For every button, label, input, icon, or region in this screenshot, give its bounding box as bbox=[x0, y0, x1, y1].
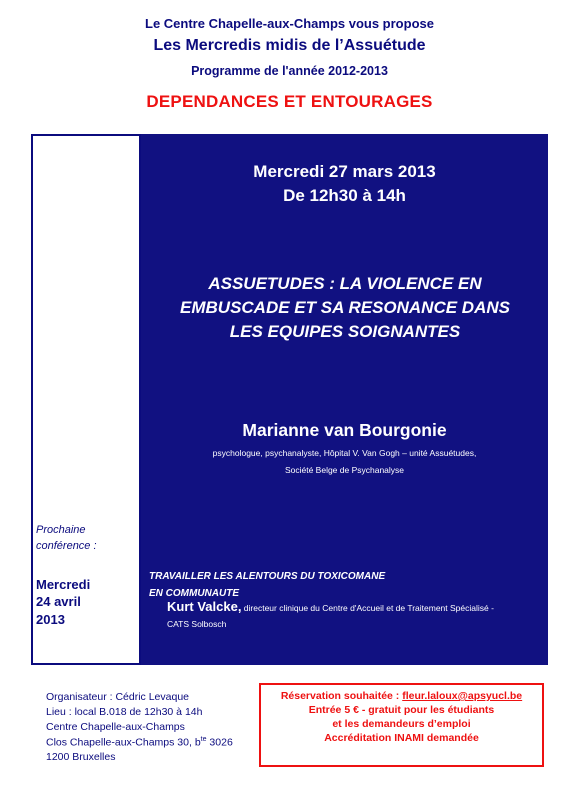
next-conference-year: 2013 bbox=[36, 612, 65, 627]
next-speaker-name: Kurt Valcke, bbox=[167, 599, 242, 614]
header-theme: DEPENDANCES ET ENTOURAGES bbox=[146, 92, 433, 111]
next-speaker bbox=[167, 601, 537, 614]
inami-accreditation: Accréditation INAMI demandée bbox=[324, 732, 479, 744]
entry-fee: Entrée 5 € - gratuit pour les étudiants bbox=[308, 704, 495, 716]
event-title-line: ASSUETUDES : LA VIOLENCE EN bbox=[208, 274, 482, 293]
speaker-role: psychologue, psychanalyste, Hôpital V. Van Gogh – unité Assuétudes, bbox=[212, 448, 477, 458]
event-title bbox=[150, 272, 540, 344]
organizer-name: Organisateur : Cédric Levaque bbox=[46, 691, 189, 703]
event-time: De 12h30 à 14h bbox=[283, 186, 406, 205]
next-conference-title: TRAVAILLER LES ALENTOURS DU TOXICOMANE bbox=[149, 571, 386, 582]
event-date: Mercredi 27 mars 2013 bbox=[253, 162, 436, 181]
next-conference-date: 24 avril bbox=[36, 594, 81, 609]
next-speaker-role: directeur clinique du Centre d'Accueil et de Traitement Spécialisé - bbox=[241, 603, 494, 613]
venue-city: 1200 Bruxelles bbox=[46, 751, 116, 763]
entry-fee-cont: et les demandeurs d’emploi bbox=[332, 718, 471, 730]
reservation-label: Réservation souhaitée : bbox=[280, 690, 403, 702]
next-conference-label: Prochaine bbox=[36, 524, 86, 536]
address-sup: te bbox=[200, 736, 207, 743]
header-series-title: Les Mercredis midis de l’Assuétude bbox=[153, 37, 426, 54]
reservation-email-link[interactable]: fleur.laloux@apsyucl.be bbox=[402, 690, 523, 702]
header-program-year: Programme de l'année 2012-2013 bbox=[191, 64, 388, 78]
main-event-panel bbox=[141, 134, 548, 665]
next-speaker-org: CATS Solbosch bbox=[167, 619, 227, 629]
next-conference-title-cont: EN COMMUNAUTE bbox=[149, 588, 239, 599]
event-title-line: LES EQUIPES SOIGNANTES bbox=[229, 322, 461, 341]
venue: Lieu : local B.018 de 12h30 à 14h bbox=[46, 706, 203, 718]
header-organizer-line: Le Centre Chapelle-aux-Champs vous propose bbox=[145, 16, 434, 31]
speaker-name: Marianne van Bourgonie bbox=[242, 420, 447, 440]
venue-address bbox=[46, 736, 233, 749]
next-conference-day: Mercredi bbox=[36, 577, 91, 592]
speaker-affiliation: Société Belge de Psychanalyse bbox=[284, 465, 405, 475]
reservation-line bbox=[259, 690, 544, 702]
next-conference-label: conférence : bbox=[36, 540, 97, 552]
address-street: Clos Chapelle-aux-Champs 30, b bbox=[46, 736, 201, 749]
address-box: 3026 bbox=[206, 736, 233, 749]
venue-center: Centre Chapelle-aux-Champs bbox=[46, 721, 185, 733]
event-title-line: EMBUSCADE ET SA RESONANCE DANS bbox=[180, 298, 510, 317]
